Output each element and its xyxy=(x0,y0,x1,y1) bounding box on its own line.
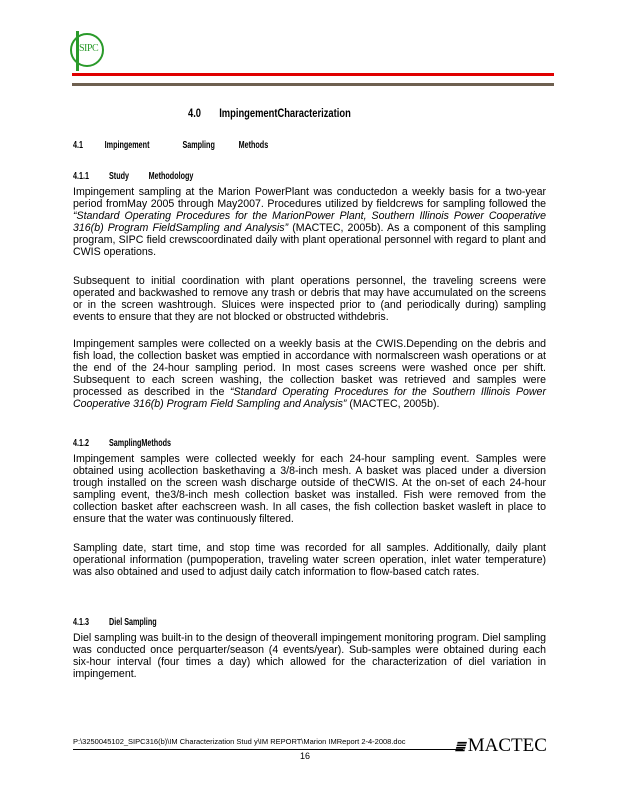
text: Impingement sampling at the Marion PowerPlant was conductedon a weekly basis for a two-year period fromMay 2005 through May2007. Procedures utilized by fieldcrews for sampling followed the xyxy=(73,186,546,210)
heading-4-1-1 xyxy=(73,171,193,182)
heading-word: Methodology xyxy=(148,171,194,182)
subsection-word: Impingement xyxy=(104,140,150,151)
subsection-word: Sampling xyxy=(182,140,215,151)
subsection-word: Methods xyxy=(238,140,269,151)
heading-title: Diel Sampling xyxy=(109,617,157,628)
header-rule-brown xyxy=(72,83,554,86)
mactec-logo-text: MACTEC xyxy=(467,735,547,756)
mactec-mark-icon: ≣ xyxy=(452,740,469,755)
section-title: ImpingementCharacterization xyxy=(219,106,351,120)
heading-title: SamplingMethods xyxy=(109,438,172,449)
paragraph-3 xyxy=(73,338,546,410)
subsection-number: 4.1 xyxy=(73,140,84,151)
mactec-logo xyxy=(452,735,547,757)
paragraph-4: Impingement samples were collected weekly for each 24-hour sampling event. Samples were obtained using acollection baskethaving a 3/8-inch mesh. A basket was placed under a diversion trough installed on the screen wash discharge outside of theCWIS. At the on-set of each 24-hour sampling event, the3/8-inch mesh collection basket was installed. Fish were removed from the collection basket after eachscreen wash. In all cases, the fish collection basket wasleft in place to ensure that the water was continuously filtered. xyxy=(73,453,546,525)
heading-number: 4.1.1 xyxy=(73,171,90,182)
logo-text: SIPC xyxy=(79,43,99,54)
paragraph-5: Sampling date, start time, and stop time was recorded for all samples. Additionally, daily plant operational information (pumpoperation, traveling water screen operation, inlet water temperature) was also obtained and used to adjust daily catch information to flow-based catch rates. xyxy=(73,542,546,578)
paragraph-6: Diel sampling was built-in to the design of theoverall impingement monitoring program. Diel sampling was conducted once perquarter/season (4 events/year). Sub-samples were obtained during each six-hour interval (four times a day) which allowed for the characterization of diel variation in impingement. xyxy=(73,632,546,680)
header-rule-red xyxy=(72,73,554,76)
heading-4-1-3 xyxy=(73,617,157,628)
page-number: 16 xyxy=(300,751,311,761)
footer-file-path: P:\3250045102_SIPC316(b)\IM Characterization Stud y\IM REPORT\Marion IMReport 2-4-2008.doc xyxy=(73,737,406,746)
document-title: “Standard Operating Procedures for the Southern Illinois Power Cooperative 316(b) Program Field Sampling and Analysis” xyxy=(73,386,546,410)
heading-4-1-2 xyxy=(73,438,171,449)
subsection-heading xyxy=(73,140,268,151)
heading-number: 4.1.2 xyxy=(73,438,90,449)
paragraph-1 xyxy=(73,186,546,258)
text: (MACTEC, 2005b). As a component of this sampling program, SIPC field crewscoordinated daily with plant operational personnel with regard to plant and CWIS operations. xyxy=(73,222,546,258)
text: Impingement samples were collected on a weekly basis at the CWIS.Depending on the debris and fish load, the collection basket was emptied in accordance with normalscreen wash operations or at the end of the 24-hour sampling period. In most cases screens were washed once per shift. Subsequent to each screen washing, the collection basket was retrieved and samples were processed as described in the xyxy=(73,338,546,398)
section-number: 4.0 xyxy=(188,106,202,120)
section-heading xyxy=(188,106,351,120)
document-title: “Standard Operating Procedures for the MarionPower Plant, Southern Illinois Power Cooperative 316(b) Program FieldSampling and Analysis” xyxy=(73,210,546,234)
heading-word: Study xyxy=(109,171,130,182)
heading-number: 4.1.3 xyxy=(73,617,90,628)
text: (MACTEC, 2005b). xyxy=(346,398,440,410)
footer-rule xyxy=(73,749,463,750)
paragraph-2: Subsequent to initial coordination with plant operations personnel, the traveling screens were operated and backwashed to remove any trash or debris that may have accumulated on the screens or in the screen washtrough. Sluices were inspected prior to (and periodically during) sampling events to ensure that they are not blocked or obstructed withdebris. xyxy=(73,275,546,323)
sipc-logo xyxy=(70,33,104,67)
